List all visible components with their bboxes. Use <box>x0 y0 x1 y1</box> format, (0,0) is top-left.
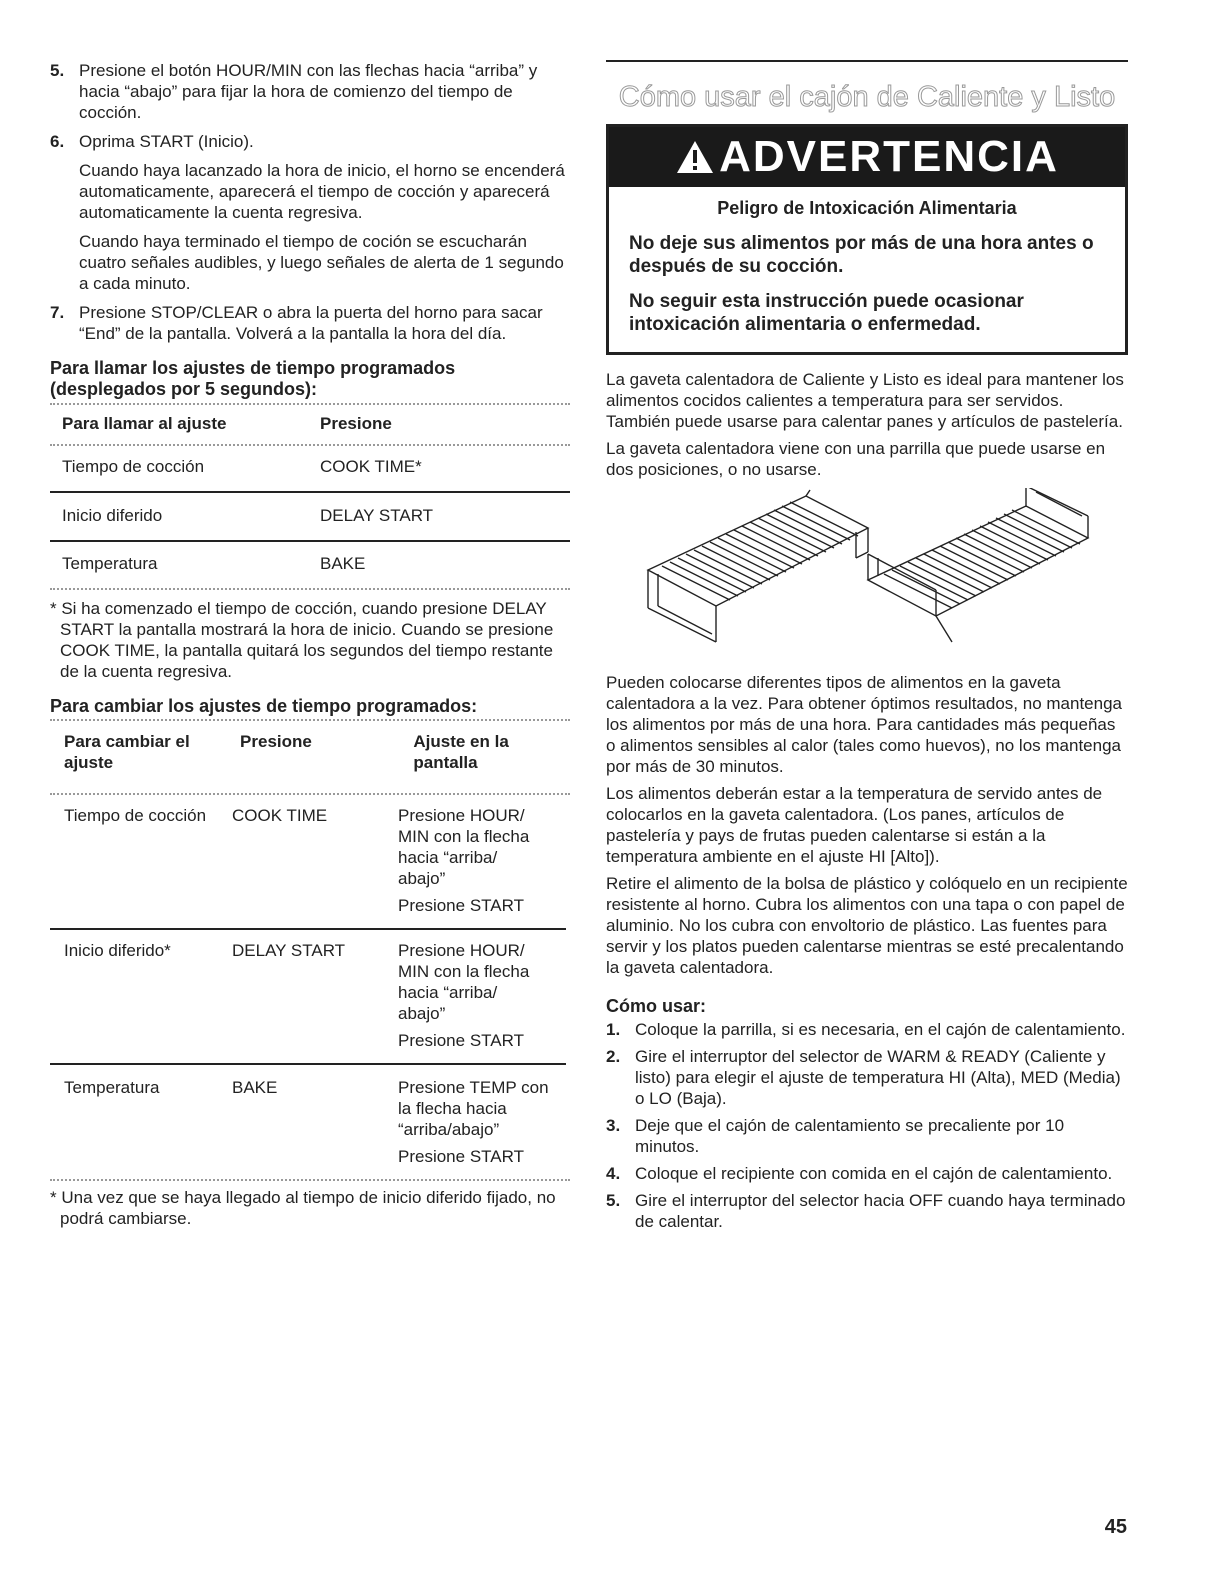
step-number: 4. <box>606 1164 621 1183</box>
table-cell <box>398 1065 570 1179</box>
table-row <box>50 542 570 588</box>
step-number: 2. <box>606 1047 621 1066</box>
bake-steps-list <box>50 60 570 344</box>
step-text: Oprima START (Inicio). <box>79 132 254 151</box>
howto-heading: Cómo usar: <box>606 996 707 1016</box>
howto-steps-list <box>606 1019 1128 1232</box>
step-number: 6. <box>50 132 65 151</box>
table-cell: COOK TIME* <box>320 457 422 476</box>
table-cell: Temperatura <box>64 1078 160 1097</box>
recall-footnote: * Si ha comenzado el tiempo de cocción, cuando presione DELAY START la pantalla mostrará la hora de inicio. Cuando se presione COOK TIME, la pantalla quitará los segundos del tiempo restante de la cuenta regresiva. <box>50 599 554 681</box>
change-heading: Para cambiar los ajustes de tiempo programados: <box>50 696 478 716</box>
intro-text <box>606 369 1128 480</box>
page-number: 45 <box>1104 1516 1127 1538</box>
left-column <box>50 60 570 1229</box>
table-header-row <box>50 721 570 793</box>
table-cell: COOK TIME <box>232 806 328 825</box>
step-text: Presione STOP/CLEAR o abra la puerta del horno para sacar “End” de la pantalla. Volverá a la pantalla la hora del día. <box>79 303 543 343</box>
paragraph: La gaveta calentadora de Caliente y Listo es ideal para mantener los alimentos cocidos calientes a temperatura para ser servidos. También puede usarse para calentar panes y artículos de pastelería. <box>606 370 1124 431</box>
paragraph: Pueden colocarse diferentes tipos de alimentos en la gaveta calentadora a la vez. Para obtener óptimos resultados, no mantenga los alimentos por más de una hora. Para cantidades más pequeñas o alimentos sensibles al calor (tales como huevos), no los mantenga por más de 30 minutos. <box>606 673 1122 776</box>
table-row <box>50 930 570 1063</box>
step-text: Presione el botón HOUR/MIN con las flechas hacia “arriba” y hacia “abajo” para fijar la hora de comienzo del tiempo de cocción. <box>79 61 538 122</box>
table-cell: BAKE <box>320 554 366 573</box>
change-table-body <box>50 795 570 928</box>
cell-line: Presione START <box>398 1031 524 1050</box>
step-number: 5. <box>50 61 65 80</box>
recall-table <box>50 409 570 444</box>
table-cell: DELAY START <box>232 941 346 960</box>
warning-hazard: Peligro de Intoxicación Alimentaria <box>717 198 1017 218</box>
warning-label: ADVERTENCIA <box>719 132 1059 181</box>
warning-line: No deje sus alimentos por más de una hora antes o después de su cocción. <box>629 233 1094 277</box>
warning-body <box>609 187 1125 352</box>
column-header: Ajuste en la pantalla <box>413 732 509 772</box>
title-rule <box>606 60 1128 62</box>
table-row <box>50 493 570 540</box>
change-footnote: * Una vez que se haya llegado al tiempo de inicio diferido fijado, no podrá cambiarse. <box>50 1188 556 1228</box>
table-cell: Tiempo de cocción <box>62 457 205 476</box>
warning-banner <box>609 127 1125 187</box>
divider <box>50 1179 570 1181</box>
step-text: Coloque la parrilla, si es necesaria, en el cajón de calentamiento. <box>635 1020 1126 1039</box>
cell-line: Presione TEMP con la flecha hacia “arriba/abajo” <box>398 1078 549 1139</box>
step-text: Deje que el cajón de calentamiento se precaliente por 10 minutos. <box>635 1116 1065 1156</box>
step-text: Gire el interruptor del selector de WARM & READY (Caliente y listo) para elegir el ajuste de temperatura HI (Alta), MED (Media) o LO (Baja). <box>635 1047 1121 1108</box>
section-title: Cómo usar el cajón de Caliente y Listo <box>618 81 1116 113</box>
table-cell: Temperatura <box>62 554 158 573</box>
warning-line: No seguir esta instrucción puede ocasionar intoxicación alimentaria o enfermedad. <box>629 291 1024 335</box>
step-item <box>50 302 570 344</box>
step-item <box>50 60 570 123</box>
cell-line: Presione START <box>398 896 524 915</box>
column-header: Presione <box>240 732 312 751</box>
warming-rack-icon <box>606 488 1128 668</box>
table-row <box>50 446 570 491</box>
step-number: 3. <box>606 1116 621 1135</box>
step-number: 5. <box>606 1191 621 1210</box>
column-header: Para llamar al ajuste <box>62 414 227 433</box>
recall-table-body <box>50 493 570 540</box>
recall-table-body <box>50 446 570 491</box>
step-text: Cuando haya terminado el tiempo de coción se escucharán cuatro señales audibles, y luego señales de alerta de 1 segundo a cada minuto. <box>79 232 564 293</box>
step-text: Cuando haya lacanzado la hora de inicio, el horno se encenderá automaticamente, aparecerá el tiempo de cocción y aparecerá automaticamente la cuenta regresiva. <box>79 161 565 222</box>
column-header: Presione <box>320 414 392 433</box>
paragraph: Retire el alimento de la bolsa de plástico y colóquelo en un recipiente resistente al horno. Cubra los alimentos con una tapa o con papel de aluminio. No los cubra con envoltorio de plástico. Las fuentes para servir y los platos pueden calentarse mientras se esté precalentando la gaveta calentadora. <box>606 874 1128 977</box>
step-item <box>50 131 570 294</box>
step-text: Coloque el recipiente con comida en el cajón de calentamiento. <box>635 1164 1113 1183</box>
change-table-body <box>50 930 570 1063</box>
table-header-row <box>50 409 570 444</box>
step-text: Gire el interruptor del selector hacia OFF cuando haya terminado de calentar. <box>635 1191 1126 1231</box>
table-cell: Inicio diferido* <box>64 941 171 960</box>
step-item <box>606 1163 1128 1184</box>
table-row <box>50 1065 570 1179</box>
table-cell: BAKE <box>232 1078 278 1097</box>
change-table <box>50 721 570 793</box>
cell-line: Presione HOUR/ MIN con la flecha hacia “arriba/ abajo” <box>398 806 530 888</box>
warming-rack-illustration <box>606 488 1128 668</box>
table-cell: Inicio diferido <box>62 506 163 525</box>
step-number: 7. <box>50 303 65 322</box>
step-item <box>606 1019 1128 1040</box>
paragraph: La gaveta calentadora viene con una parrilla que puede usarse en dos posiciones, o no usarse. <box>606 439 1106 479</box>
divider <box>50 588 570 590</box>
paragraph: Los alimentos deberán estar a la temperatura de servido antes de colocarlos en la gaveta calentadora. (Los panes, artículos de pastelería y pays de frutas pueden calentarse si están a la temperatura ambiente en el ajuste HI [Alto]). <box>606 784 1103 866</box>
cell-line: Presione START <box>398 1147 524 1166</box>
step-item <box>606 1046 1128 1109</box>
cell-line: Presione HOUR/ MIN con la flecha hacia “arriba/ abajo” <box>398 941 530 1023</box>
recall-table-body <box>50 542 570 588</box>
warning-box <box>606 124 1128 355</box>
usage-text <box>606 672 1128 978</box>
step-item <box>606 1190 1128 1232</box>
table-cell: DELAY START <box>320 506 434 525</box>
table-cell <box>398 930 570 1063</box>
right-column <box>606 60 1128 1238</box>
divider <box>50 403 570 405</box>
step-item <box>606 1115 1128 1157</box>
warning-triangle-icon <box>675 131 715 191</box>
step-number: 1. <box>606 1020 621 1039</box>
recall-heading: Para llamar los ajustes de tiempo programados (desplegados por 5 segundos): <box>50 358 456 399</box>
table-cell <box>398 795 570 928</box>
table-cell: Tiempo de cocción <box>64 806 207 825</box>
table-row <box>50 795 570 928</box>
change-table-body <box>50 1065 570 1179</box>
column-header: Para cambiar el ajuste <box>64 732 190 772</box>
